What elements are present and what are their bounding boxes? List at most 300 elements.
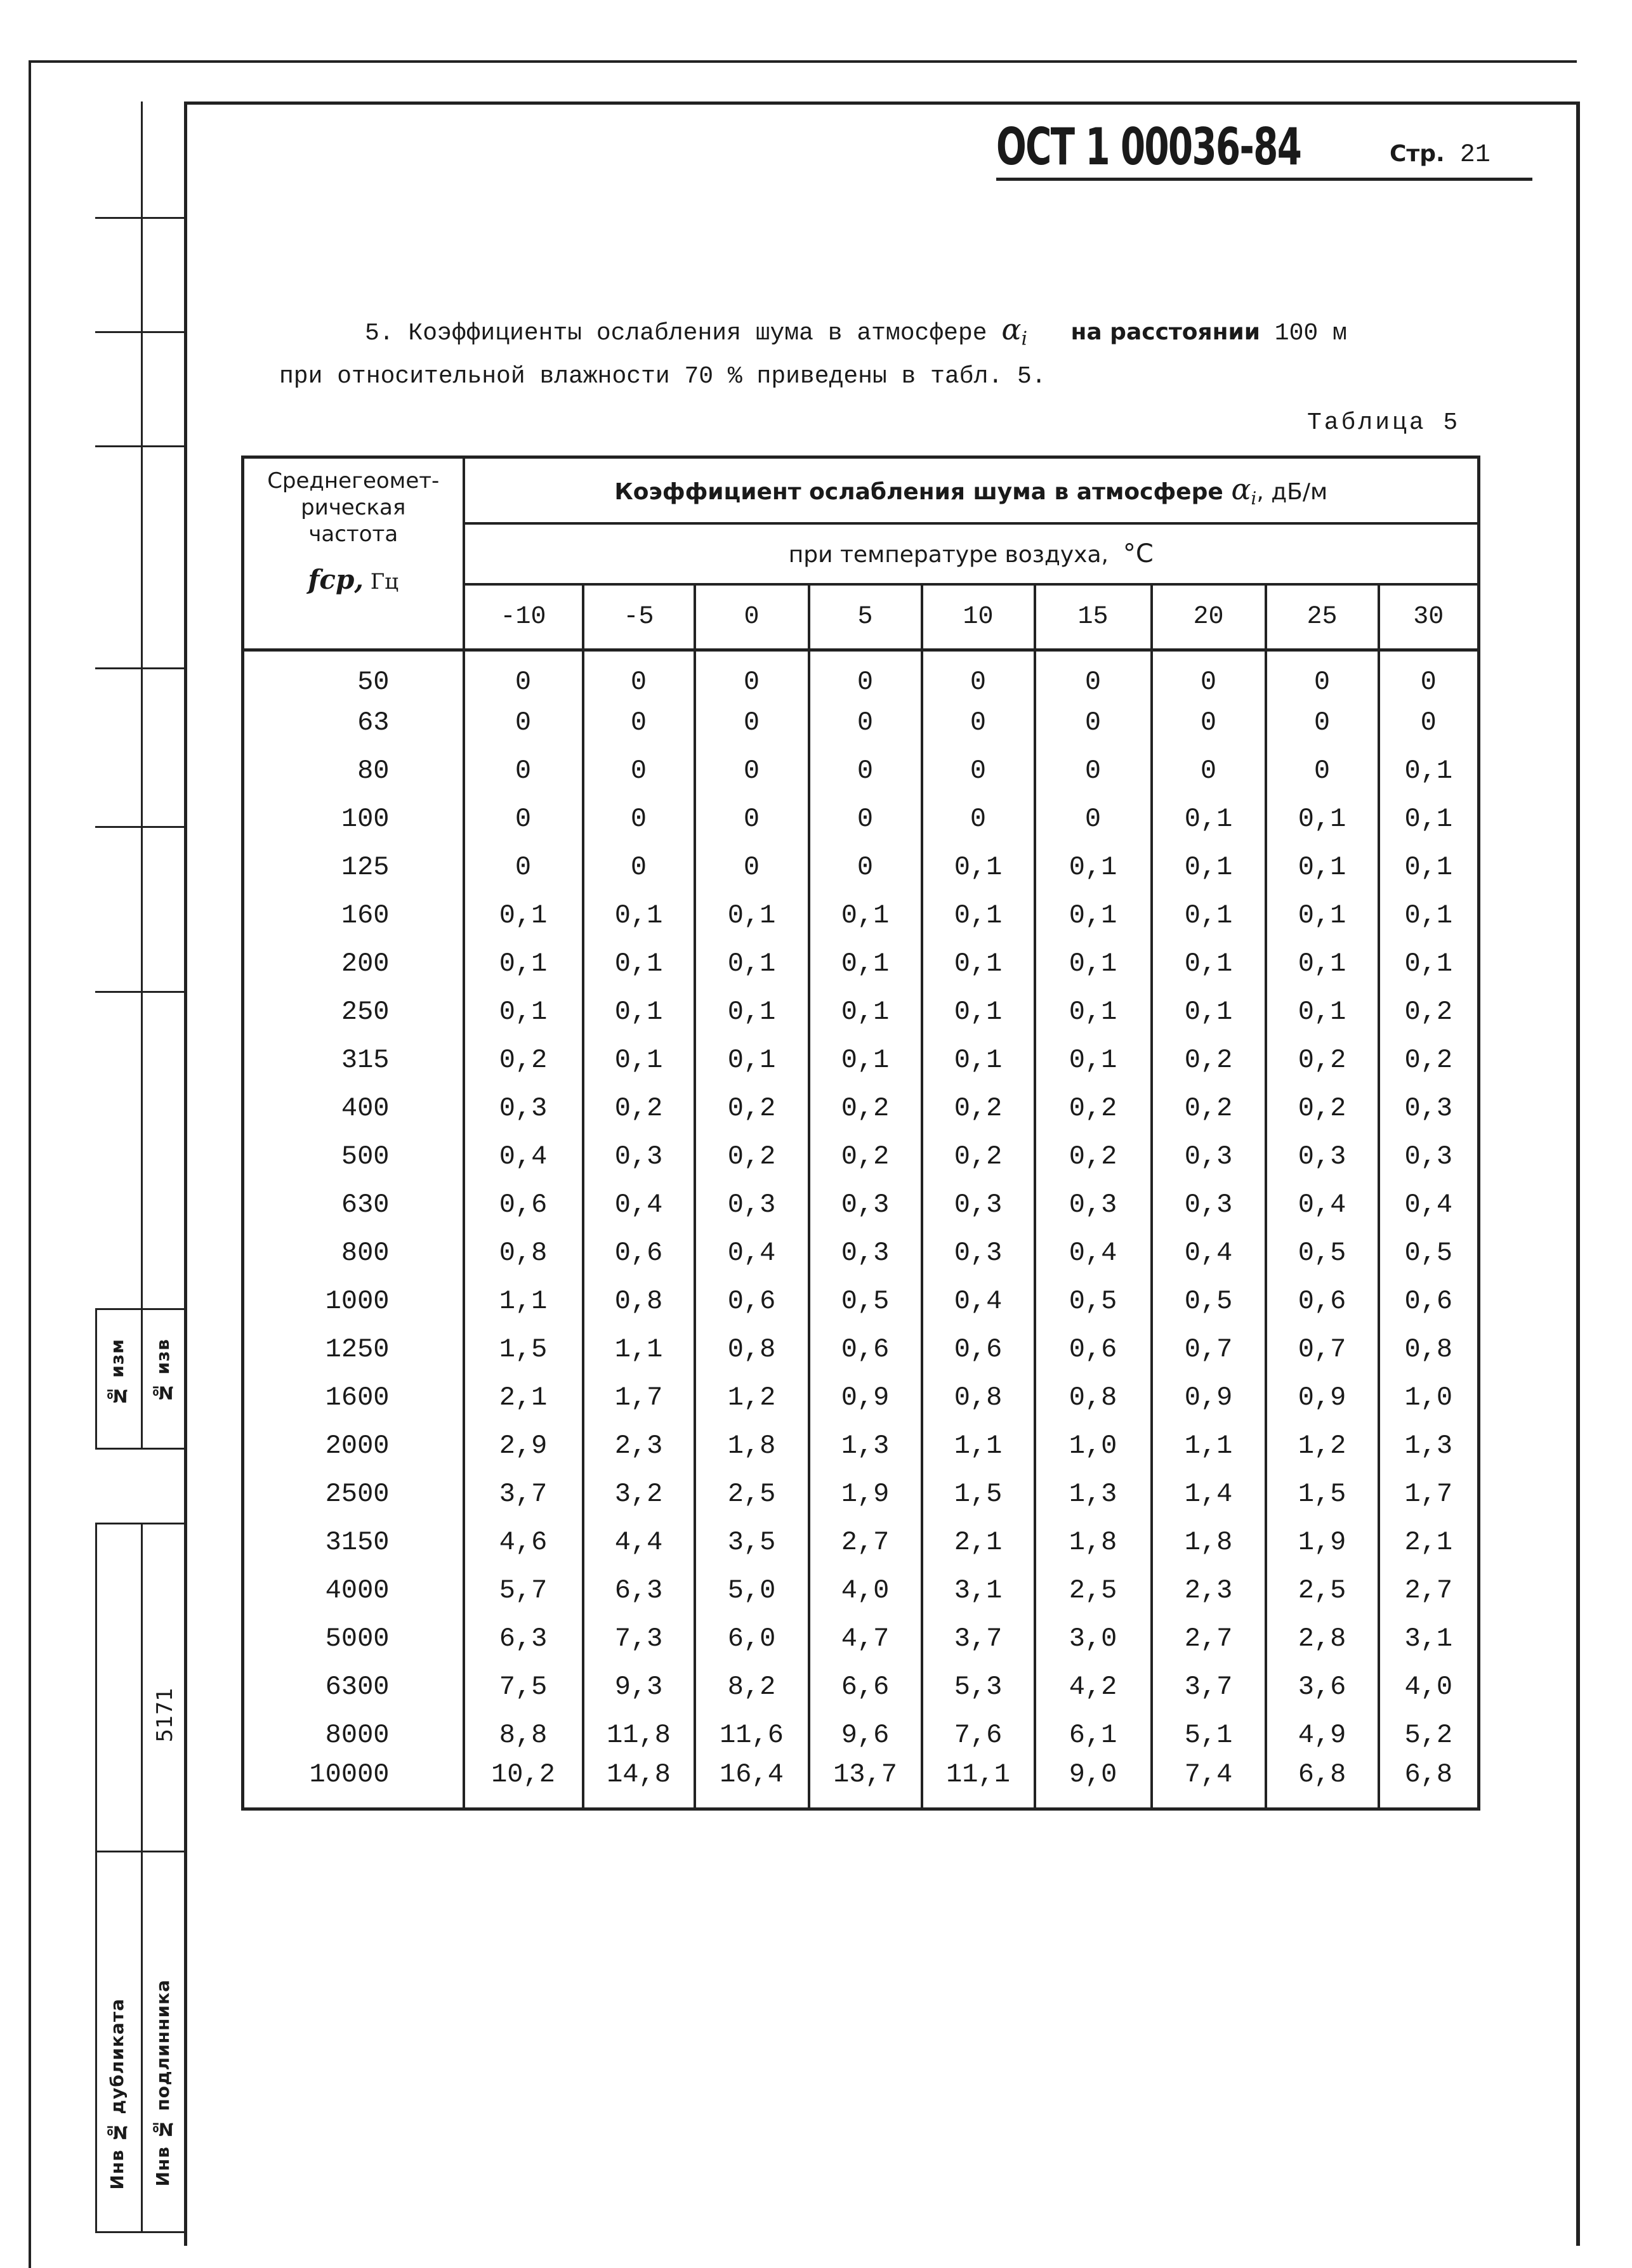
margin-cell <box>143 219 187 333</box>
coefficient-cell: 0,3 <box>922 1181 1035 1229</box>
margin-cell <box>95 828 143 993</box>
frequency-cell: 160 <box>341 900 390 931</box>
coefficient-cell: 13,7 <box>809 1759 922 1809</box>
temperature-column-header: 10 <box>922 584 1035 650</box>
coefficient-cell: 0 <box>809 747 922 795</box>
coefficient-cell: 5,7 <box>464 1566 583 1615</box>
coefficient-cell: 0,2 <box>1035 1084 1152 1132</box>
coefficient-cell: 4,7 <box>809 1615 922 1663</box>
izm-number-label: № изм <box>107 1339 128 1406</box>
coefficient-cell: 0 <box>464 747 583 795</box>
coefficient-cell: 0,1 <box>809 1036 922 1084</box>
coefficient-cell: 8,2 <box>695 1663 809 1711</box>
coefficient-cell: 0 <box>583 843 695 891</box>
table-row <box>243 1470 1479 1518</box>
frequency-cell: 500 <box>341 1141 390 1172</box>
coefficient-cell: 3,1 <box>1379 1615 1479 1663</box>
coefficient-cell: 0,3 <box>1379 1084 1479 1132</box>
coefficient-cell: 0,1 <box>1266 843 1379 891</box>
table-row <box>243 1132 1479 1181</box>
coefficient-cell: 0,1 <box>1379 940 1479 988</box>
coefficient-cell: 0,1 <box>922 940 1035 988</box>
coefficient-cell: 0 <box>695 747 809 795</box>
table-row <box>243 747 1479 795</box>
coefficient-cell: 0,2 <box>1379 1036 1479 1084</box>
coefficient-cell: 6,6 <box>809 1663 922 1711</box>
coefficient-cell: 0,1 <box>922 891 1035 940</box>
coefficient-cell: 1,2 <box>695 1373 809 1422</box>
inv-duplicate-label: Инв № дубликата <box>107 1998 128 2190</box>
table-row <box>243 1663 1479 1711</box>
coefficient-cell: 0,5 <box>1152 1277 1266 1325</box>
coefficient-cell: 11,1 <box>922 1759 1035 1809</box>
coefficient-cell: 0,6 <box>809 1325 922 1373</box>
coefficient-cell: 0,1 <box>1152 795 1266 843</box>
coefficient-cell: 0,4 <box>922 1277 1035 1325</box>
coefficient-cell: 1,3 <box>809 1422 922 1470</box>
alpha-subscript: i <box>1021 327 1028 350</box>
coefficient-cell: 0 <box>1266 698 1379 747</box>
margin-cell <box>143 102 187 219</box>
coefficient-cell: 2,5 <box>1035 1566 1152 1615</box>
freq-header-line-2: рическая <box>301 495 406 520</box>
coefficient-cell: 2,9 <box>464 1422 583 1470</box>
coefficient-cell: 0,1 <box>1035 891 1152 940</box>
coefficient-cell: 0,8 <box>464 1229 583 1277</box>
coefficient-cell: 0 <box>1152 698 1266 747</box>
coefficient-cell: 4,2 <box>1035 1663 1152 1711</box>
coefficient-cell: 0,2 <box>464 1036 583 1084</box>
coefficient-cell: 0,6 <box>1266 1277 1379 1325</box>
margin-cell <box>95 102 143 219</box>
coefficient-cell: 0 <box>1266 747 1379 795</box>
temperature-column-header: 20 <box>1152 584 1266 650</box>
coef-alpha-symbol: α <box>1231 471 1251 506</box>
coefficient-cell: 0 <box>464 843 583 891</box>
coefficient-cell: 0,1 <box>1379 795 1479 843</box>
coefficient-cell: 6,3 <box>583 1566 695 1615</box>
coefficient-cell: 0,4 <box>695 1229 809 1277</box>
margin-cell <box>95 219 143 333</box>
coefficient-cell: 0,1 <box>583 891 695 940</box>
coefficient-cell: 1,8 <box>1035 1518 1152 1566</box>
coefficient-cell: 5,0 <box>695 1566 809 1615</box>
header-underline <box>996 178 1532 181</box>
coefficient-cell: 6,8 <box>1266 1759 1379 1809</box>
temperature-header <box>464 523 1479 584</box>
coefficient-cell: 0,3 <box>1152 1132 1266 1181</box>
coefficient-cell: 0,5 <box>1035 1277 1152 1325</box>
coefficient-cell: 6,0 <box>695 1615 809 1663</box>
coefficient-cell: 0 <box>583 747 695 795</box>
coefficient-cell: 2,7 <box>1379 1566 1479 1615</box>
coefficient-cell: 0,1 <box>1379 747 1479 795</box>
table-row <box>243 1229 1479 1277</box>
coefficient-cell: 3,6 <box>1266 1663 1379 1711</box>
attenuation-table <box>241 456 1480 1811</box>
coefficient-cell: 0,2 <box>1152 1084 1266 1132</box>
table-row <box>243 650 1479 698</box>
coefficient-cell: 0,6 <box>583 1229 695 1277</box>
table-row <box>243 988 1479 1036</box>
coefficient-cell: 1,8 <box>695 1422 809 1470</box>
coefficient-cell: 3,7 <box>464 1470 583 1518</box>
frequency-cell: 63 <box>357 707 390 738</box>
coefficient-cell: 0,1 <box>1035 1036 1152 1084</box>
frequency-cell: 1250 <box>325 1334 390 1365</box>
coefficient-cell: 0,1 <box>1152 940 1266 988</box>
coefficient-cell: 0 <box>809 650 922 698</box>
coefficient-cell: 0,4 <box>1035 1229 1152 1277</box>
coefficient-cell: 0,3 <box>695 1181 809 1229</box>
coefficient-cell: 1,4 <box>1152 1470 1266 1518</box>
document-code: ОСТ 1 00036-84 <box>996 117 1301 176</box>
coefficient-cell: 0,5 <box>1266 1229 1379 1277</box>
coefficient-cell: 0 <box>695 795 809 843</box>
margin-cell <box>143 333 187 447</box>
temperature-column-header: 15 <box>1035 584 1152 650</box>
coefficient-cell: 0 <box>1379 698 1479 747</box>
coefficient-cell: 0 <box>695 698 809 747</box>
page-number-label <box>1390 141 1491 169</box>
coefficient-cell: 1,5 <box>464 1325 583 1373</box>
margin-cell <box>143 447 187 669</box>
coefficient-cell: 2,7 <box>1152 1615 1266 1663</box>
coefficient-cell: 0,1 <box>1035 843 1152 891</box>
coefficient-cell: 7,5 <box>464 1663 583 1711</box>
temp-header-text: при температуре воздуха, <box>788 541 1109 568</box>
coefficient-cell: 9,6 <box>809 1711 922 1759</box>
coefficient-cell: 0 <box>583 698 695 747</box>
coefficient-cell: 7,6 <box>922 1711 1035 1759</box>
coefficient-cell: 0,6 <box>1379 1277 1479 1325</box>
alpha-symbol: α <box>1001 312 1022 346</box>
frequency-cell: 315 <box>341 1044 390 1075</box>
coefficient-cell: 0 <box>1379 650 1479 698</box>
coefficient-cell: 0 <box>922 795 1035 843</box>
coefficient-cell: 0,1 <box>809 891 922 940</box>
paragraph-line-1 <box>365 312 1347 350</box>
coefficient-cell: 1,5 <box>1266 1470 1379 1518</box>
paragraph-bold-text: на расстоянии <box>1070 319 1260 345</box>
coefficient-cell: 3,2 <box>583 1470 695 1518</box>
coefficient-cell: 0,3 <box>809 1181 922 1229</box>
coefficient-cell: 0,8 <box>1379 1325 1479 1373</box>
coefficient-cell: 2,3 <box>583 1422 695 1470</box>
coefficient-cell: 4,0 <box>1379 1663 1479 1711</box>
coefficient-cell: 0,1 <box>922 988 1035 1036</box>
coefficient-cell: 0,1 <box>1266 940 1379 988</box>
coefficient-cell: 6,1 <box>1035 1711 1152 1759</box>
margin-cell <box>95 447 143 669</box>
coefficient-cell: 2,1 <box>464 1373 583 1422</box>
page-prefix: Стр. <box>1390 141 1445 167</box>
coef-header-text: Коэффициент ослабления шума в атмосфере <box>614 478 1223 505</box>
coefficient-cell: 1,5 <box>922 1470 1035 1518</box>
table-row <box>243 1711 1479 1759</box>
table-caption: Таблица 5 <box>1307 409 1461 436</box>
coefficient-cell: 0 <box>1152 747 1266 795</box>
table-row <box>243 1518 1479 1566</box>
coefficient-cell: 0,2 <box>1152 1036 1266 1084</box>
margin-cell <box>95 669 143 828</box>
coefficient-cell: 3,1 <box>922 1566 1035 1615</box>
coefficient-cell: 4,9 <box>1266 1711 1379 1759</box>
coefficient-cell: 0,1 <box>1379 891 1479 940</box>
coefficient-cell: 0,4 <box>583 1181 695 1229</box>
coefficient-cell: 4,0 <box>809 1566 922 1615</box>
coefficient-cell: 1,7 <box>583 1373 695 1422</box>
coefficient-cell: 1,3 <box>1379 1422 1479 1470</box>
izv-number-label: № изв <box>152 1339 173 1403</box>
frequency-cell: 125 <box>341 851 390 882</box>
frequency-cell: 800 <box>341 1237 390 1268</box>
margin-cell <box>143 993 187 1310</box>
coefficient-cell: 1,0 <box>1379 1373 1479 1422</box>
coefficient-cell: 2,7 <box>809 1518 922 1566</box>
table-row <box>243 795 1479 843</box>
temp-unit: °С <box>1122 539 1154 568</box>
coefficient-cell: 2,1 <box>1379 1518 1479 1566</box>
coefficient-cell: 2,3 <box>1152 1566 1266 1615</box>
table-row <box>243 891 1479 940</box>
coefficient-cell: 1,8 <box>1152 1518 1266 1566</box>
coefficient-cell: 0,2 <box>922 1084 1035 1132</box>
coefficient-cell: 0,4 <box>464 1132 583 1181</box>
coefficient-cell: 0,6 <box>695 1277 809 1325</box>
inv-original-label: Инв № подлинника <box>152 1979 173 2187</box>
margin-cell <box>143 828 187 993</box>
coefficient-cell: 0,4 <box>1152 1229 1266 1277</box>
coefficient-cell: 0 <box>1035 650 1152 698</box>
freq-unit: Гц <box>370 569 399 594</box>
coefficient-cell: 0,2 <box>695 1132 809 1181</box>
coefficient-cell: 1,1 <box>464 1277 583 1325</box>
coefficient-cell: 0,8 <box>583 1277 695 1325</box>
coefficient-cell: 0 <box>583 650 695 698</box>
coefficient-cell: 0,1 <box>695 940 809 988</box>
frequency-cell: 400 <box>341 1092 390 1124</box>
coefficient-cell: 2,1 <box>922 1518 1035 1566</box>
coefficient-cell: 0 <box>922 698 1035 747</box>
coef-alpha-subscript: i <box>1251 487 1257 509</box>
coefficient-cell: 0,1 <box>695 988 809 1036</box>
coefficient-cell: 0,1 <box>1152 988 1266 1036</box>
coefficient-cell: 0,2 <box>809 1132 922 1181</box>
table-body <box>243 650 1479 1809</box>
frequency-cell: 1600 <box>325 1382 390 1413</box>
coefficient-cell: 0,1 <box>922 843 1035 891</box>
table-row <box>243 1084 1479 1132</box>
coefficient-cell: 0,6 <box>1035 1325 1152 1373</box>
coefficient-cell: 0,7 <box>1152 1325 1266 1373</box>
coefficient-cell: 1,1 <box>922 1422 1035 1470</box>
freq-symbol: fср, <box>308 564 364 595</box>
paragraph-distance: 100 м <box>1274 320 1347 347</box>
freq-header-line-3: частота <box>308 521 398 547</box>
coefficient-cell: 0,8 <box>695 1325 809 1373</box>
coefficient-cell: 5,3 <box>922 1663 1035 1711</box>
coefficient-cell: 0 <box>1266 650 1379 698</box>
coefficient-cell: 0,9 <box>1152 1373 1266 1422</box>
coefficient-cell: 0 <box>464 795 583 843</box>
coefficient-cell: 0 <box>1035 747 1152 795</box>
frequency-cell: 1000 <box>325 1285 390 1316</box>
coefficient-cell: 0,1 <box>583 940 695 988</box>
frequency-cell: 250 <box>341 996 390 1027</box>
temperature-column-header: -5 <box>583 584 695 650</box>
coefficient-cell: 0,6 <box>464 1181 583 1229</box>
coefficient-cell: 0,3 <box>1266 1132 1379 1181</box>
coefficient-cell: 2,8 <box>1266 1615 1379 1663</box>
freq-header-line-1: Среднегеомет- <box>267 468 440 494</box>
frequency-cell: 200 <box>341 948 390 979</box>
table-row <box>243 1036 1479 1084</box>
page-number: 21 <box>1459 141 1491 169</box>
table-row <box>243 1277 1479 1325</box>
frequency-cell: 8000 <box>325 1719 390 1750</box>
freq-symbol-line <box>244 564 463 595</box>
coefficient-cell: 0,1 <box>583 988 695 1036</box>
coefficient-cell: 0 <box>809 698 922 747</box>
coefficient-cell: 9,0 <box>1035 1759 1152 1809</box>
coefficient-cell: 0,3 <box>809 1229 922 1277</box>
coefficient-cell: 0,1 <box>583 1036 695 1084</box>
coefficient-cell: 14,8 <box>583 1759 695 1809</box>
coefficient-cell: 11,6 <box>695 1711 809 1759</box>
coefficient-cell: 0,1 <box>464 940 583 988</box>
coefficient-cell: 0,1 <box>1266 891 1379 940</box>
coefficient-cell: 0 <box>809 843 922 891</box>
coefficient-cell: 9,3 <box>583 1663 695 1711</box>
coefficient-cell: 0,2 <box>1379 988 1479 1036</box>
temperature-column-header: 25 <box>1266 584 1379 650</box>
table-row <box>243 1759 1479 1809</box>
coefficient-cell: 0,3 <box>1152 1181 1266 1229</box>
coefficient-cell: 0,1 <box>1266 988 1379 1036</box>
coefficient-cell: 0,8 <box>922 1373 1035 1422</box>
table-row <box>243 1325 1479 1373</box>
temperature-column-header: 30 <box>1379 584 1479 650</box>
coefficient-cell: 0,2 <box>695 1084 809 1132</box>
coefficient-cell: 0 <box>922 650 1035 698</box>
coefficient-cell: 2,5 <box>695 1470 809 1518</box>
coef-header-unit: , дБ/м <box>1256 478 1328 505</box>
coefficient-cell: 0 <box>922 747 1035 795</box>
coefficient-cell: 0 <box>1035 795 1152 843</box>
frequency-cell: 4000 <box>325 1575 390 1606</box>
coefficient-cell: 0,1 <box>809 940 922 988</box>
margin-cell <box>95 1523 143 1852</box>
coefficient-cell: 1,1 <box>583 1325 695 1373</box>
coefficient-cell: 0,8 <box>1035 1373 1152 1422</box>
coefficient-cell: 0,4 <box>1379 1181 1479 1229</box>
coefficient-cell: 0,2 <box>1266 1036 1379 1084</box>
coefficient-cell: 0,2 <box>583 1084 695 1132</box>
margin-cell <box>95 993 143 1310</box>
frequency-cell: 2500 <box>325 1478 390 1509</box>
frequency-cell: 2000 <box>325 1430 390 1461</box>
coefficient-cell: 1,9 <box>809 1470 922 1518</box>
coefficient-cell: 0,1 <box>1035 988 1152 1036</box>
coefficient-cell: 3,7 <box>1152 1663 1266 1711</box>
coefficient-cell: 0,1 <box>464 988 583 1036</box>
coefficient-cell: 0,1 <box>1379 843 1479 891</box>
table-row <box>243 1615 1479 1663</box>
table-row <box>243 1566 1479 1615</box>
table-row <box>243 843 1479 891</box>
coefficient-cell: 1,7 <box>1379 1470 1479 1518</box>
coefficient-cell: 0 <box>1152 650 1266 698</box>
coefficient-cell: 6,3 <box>464 1615 583 1663</box>
coefficient-cell: 10,2 <box>464 1759 583 1809</box>
coefficient-cell: 3,5 <box>695 1518 809 1566</box>
coefficient-cell: 3,0 <box>1035 1615 1152 1663</box>
coefficient-cell: 1,1 <box>1152 1422 1266 1470</box>
coefficient-cell: 0,2 <box>1035 1132 1152 1181</box>
coefficient-cell: 1,0 <box>1035 1422 1152 1470</box>
coefficient-cell: 4,4 <box>583 1518 695 1566</box>
paragraph-line-2: при относительной влажности 70 % приведены в табл. 5. <box>279 363 1046 390</box>
paragraph-text: 5. Коэффициенты ослабления шума в атмосфере <box>365 320 987 347</box>
coefficient-cell: 4,6 <box>464 1518 583 1566</box>
coefficient-cell: 0,1 <box>695 1036 809 1084</box>
table-row <box>243 1422 1479 1470</box>
coefficient-cell: 0 <box>464 698 583 747</box>
coefficient-cell: 0 <box>809 795 922 843</box>
frequency-column-header <box>243 457 464 650</box>
coefficient-cell: 0,6 <box>922 1325 1035 1373</box>
coefficient-cell: 0,3 <box>1379 1132 1479 1181</box>
coefficient-cell: 11,8 <box>583 1711 695 1759</box>
margin-cell <box>143 669 187 828</box>
inventory-number: 5171 <box>152 1688 178 1743</box>
coefficient-cell: 0 <box>464 650 583 698</box>
frequency-cell: 80 <box>357 755 390 786</box>
coefficient-cell: 5,2 <box>1379 1711 1479 1759</box>
frequency-cell: 10000 <box>309 1759 390 1790</box>
coefficient-cell: 1,2 <box>1266 1422 1379 1470</box>
temperature-column-header: 5 <box>809 584 922 650</box>
table-row <box>243 940 1479 988</box>
coefficient-cell: 0,9 <box>809 1373 922 1422</box>
frequency-cell: 630 <box>341 1189 390 1220</box>
coefficient-cell: 0,2 <box>1266 1084 1379 1132</box>
coefficient-cell: 0,3 <box>1035 1181 1152 1229</box>
coefficient-cell: 0,5 <box>809 1277 922 1325</box>
table-row <box>243 1181 1479 1229</box>
frequency-cell: 3150 <box>325 1526 390 1557</box>
coefficient-cell: 0,1 <box>1152 843 1266 891</box>
coefficient-cell: 1,3 <box>1035 1470 1152 1518</box>
coefficient-cell: 0,3 <box>922 1229 1035 1277</box>
coefficient-cell: 0,1 <box>695 891 809 940</box>
temperature-column-header: 0 <box>695 584 809 650</box>
temperature-column-header: -10 <box>464 584 583 650</box>
frequency-cell: 5000 <box>325 1623 390 1654</box>
coefficient-cell: 8,8 <box>464 1711 583 1759</box>
coefficient-cell: 0 <box>1035 698 1152 747</box>
coefficient-cell: 0,2 <box>809 1084 922 1132</box>
coefficient-cell: 7,3 <box>583 1615 695 1663</box>
coefficient-cell: 7,4 <box>1152 1759 1266 1809</box>
coefficient-cell: 0,4 <box>1266 1181 1379 1229</box>
coefficient-cell: 1,9 <box>1266 1518 1379 1566</box>
frequency-cell: 6300 <box>325 1671 390 1702</box>
coefficient-cell: 2,5 <box>1266 1566 1379 1615</box>
coefficient-cell: 0 <box>695 650 809 698</box>
coefficient-cell: 16,4 <box>695 1759 809 1809</box>
